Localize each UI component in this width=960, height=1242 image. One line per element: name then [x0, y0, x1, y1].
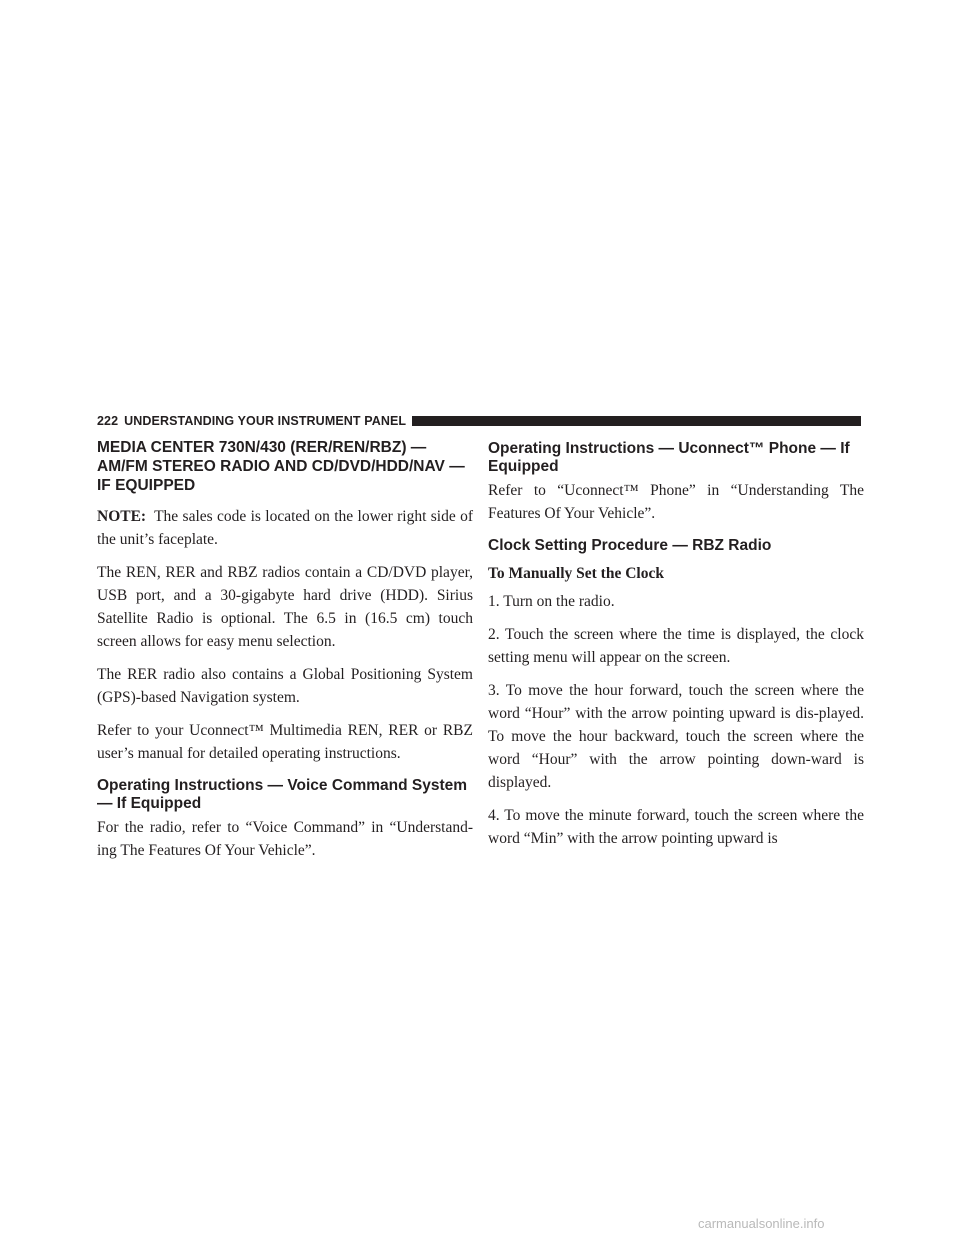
- watermark: carmanualsonline.info: [698, 1216, 825, 1231]
- voice-command-paragraph: For the radio, refer to “Voice Command” in “Understand-ing The Features Of Your Vehicle”.: [97, 819, 473, 859]
- left-column: [97, 438, 473, 872]
- manual-clock-subheading: To Manually Set the Clock: [488, 565, 664, 582]
- page-header: [97, 414, 861, 428]
- media-center-heading: MEDIA CENTER 730N/430 (RER/REN/RBZ) — AM/FM STEREO RADIO AND CD/DVD/HDD/NAV — IF EQUIPPED: [97, 439, 465, 494]
- radio-features-paragraph: The REN, RER and RBZ radios contain a CD/DVD player, USB port, and a 30-gigabyte hard drive (HDD). Sirius Satellite Radio is optional. The 6.5 in (16.5 cm) touch screen allows for easy menu selection.: [97, 564, 473, 650]
- note-paragraph: [97, 505, 473, 551]
- section-title: UNDERSTANDING YOUR INSTRUMENT PANEL: [124, 414, 407, 428]
- uconnect-phone-paragraph: Refer to “Uconnect™ Phone” in “Understanding The Features Of Your Vehicle”.: [488, 482, 864, 522]
- navigation-paragraph: The RER radio also contains a Global Positioning System (GPS)-based Navigation system.: [97, 666, 473, 706]
- header-rule: [412, 416, 861, 426]
- uconnect-phone-heading: Operating Instructions — Uconnect™ Phone — If Equipped: [488, 440, 850, 475]
- right-column: [488, 438, 864, 860]
- note-text: The sales code is located on the lower right side of the unit’s faceplate.: [97, 508, 473, 548]
- page-number: 222: [97, 414, 119, 428]
- clock-setting-heading: Clock Setting Procedure — RBZ Radio: [488, 537, 772, 554]
- step-1: 1. Turn on the radio.: [488, 593, 615, 610]
- note-label: NOTE:: [97, 508, 147, 525]
- step-4: 4. To move the minute forward, touch the screen where the word “Min” with the arrow pointing upward is: [488, 807, 864, 847]
- manual-reference-paragraph: Refer to your Uconnect™ Multimedia REN, RER or RBZ user’s manual for detailed operating instructions.: [97, 722, 473, 762]
- voice-command-heading: Operating Instructions — Voice Command System — If Equipped: [97, 777, 468, 812]
- step-2: 2. Touch the screen where the time is displayed, the clock setting menu will appear on the screen.: [488, 626, 864, 666]
- step-3: 3. To move the hour forward, touch the screen where the word “Hour” with the arrow pointing upward is dis-played. To move the hour backward, touch the screen where the word “Hour” with the arrow pointing down-ward is displayed.: [488, 682, 864, 791]
